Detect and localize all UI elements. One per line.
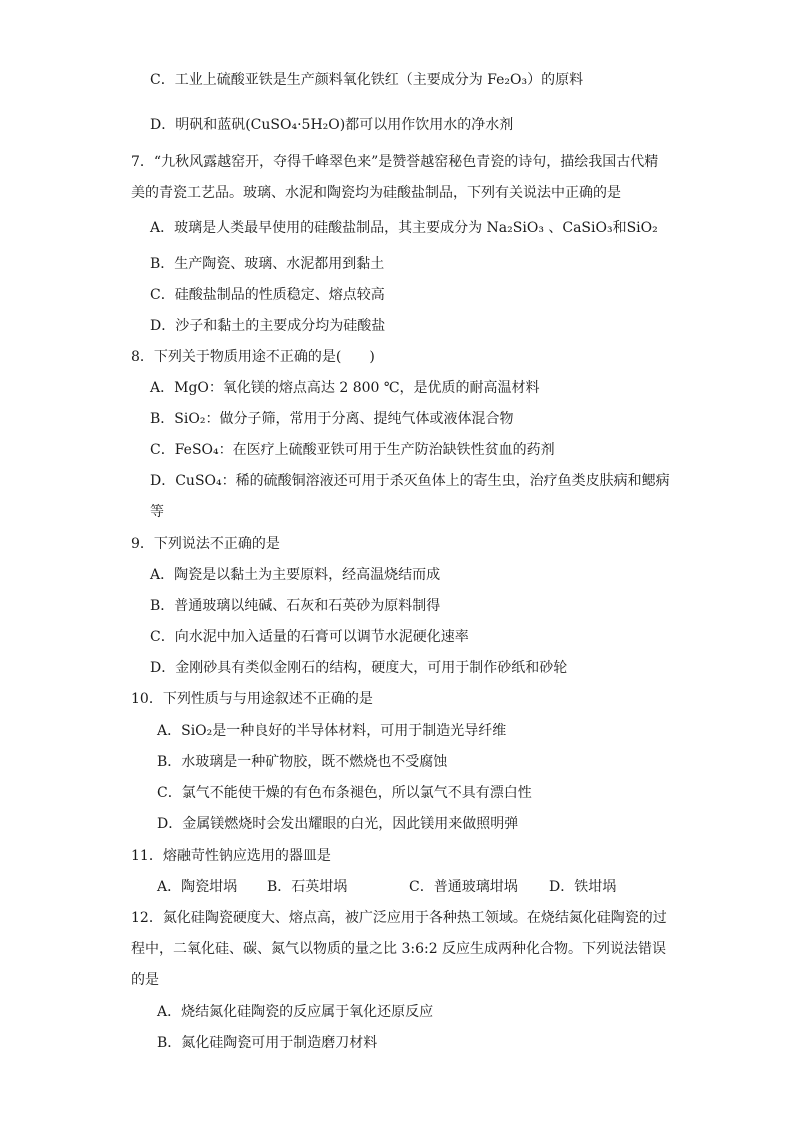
q11-option-d: D．铁坩埚 — [549, 879, 617, 895]
q9-option-d: D．金刚砂具有类似金刚石的结构，硬度大，可用于制作砂纸和砂轮 — [150, 660, 568, 676]
q11-option-a: A．陶瓷坩埚 — [157, 879, 238, 895]
q9-option-a: A．陶瓷是以黏土为主要原料，经高温烧结而成 — [150, 567, 441, 583]
q11-option-b: B．石英坩埚 — [267, 879, 348, 895]
q9-stem: 9．下列说法不正确的是 — [131, 536, 280, 552]
q12-stem-line-3: 的是 — [131, 972, 159, 988]
q8-option-d-line-2: 等 — [150, 504, 164, 520]
q6-option-d: D．明矾和蓝矾(CuSO₄·5H₂O)都可以用作饮用水的净水剂 — [150, 117, 514, 133]
q8-option-d-line-1: D．CuSO₄：稀的硫酸铜溶液还可用于杀灭鱼体上的寄生虫，治疗鱼类皮肤病和鳃病 — [150, 473, 670, 489]
q7-stem-line-1: 7．“九秋风露越窑开，夺得千峰翠色来”是赞誉越窑秘色青瓷的诗句，描绘我国古代精 — [131, 154, 659, 170]
q9-option-c: C．向水泥中加入适量的石膏可以调节水泥硬化速率 — [150, 629, 469, 645]
q12-option-b: B．氮化硅陶瓷可用于制造磨刀材料 — [157, 1035, 378, 1051]
q6-option-c: C．工业上硫酸亚铁是生产颜料氧化铁红（主要成分为 Fe₂O₃）的原料 — [150, 72, 584, 88]
q8-option-b: B．SiO₂：做分子筛，常用于分离、提纯气体或液体混合物 — [150, 411, 514, 427]
q7-option-d: D．沙子和黏土的主要成分均为硅酸盐 — [150, 318, 386, 334]
q7-option-c: C．硅酸盐制品的性质稳定、熔点较高 — [150, 287, 385, 303]
q7-option-a: A．玻璃是人类最早使用的硅酸盐制品，其主要成分为 Na₂SiO₃ 、CaSiO₃和SiO₂ — [150, 220, 658, 236]
q7-option-b: B．生产陶瓷、玻璃、水泥都用到黏土 — [150, 256, 385, 272]
q7-stem-line-2: 美的青瓷工艺品。玻璃、水泥和陶瓷均为硅酸盐制品，下列有关说法中正确的是 — [131, 185, 621, 201]
q12-option-a: A．烧结氮化硅陶瓷的反应属于氧化还原反应 — [157, 1004, 434, 1020]
q8-option-a: A．MgO：氧化镁的熔点高达 2 800 ℃，是优质的耐高温材料 — [150, 380, 540, 396]
q11-option-c: C．普通玻璃坩埚 — [409, 879, 518, 895]
q9-option-b: B．普通玻璃以纯碱、石灰和石英砂为原料制得 — [150, 598, 441, 614]
q11-stem: 11．熔融苛性钠应选用的器皿是 — [131, 848, 331, 864]
q8-option-c: C．FeSO₄：在医疗上硫酸亚铁可用于生产防治缺铁性贫血的药剂 — [150, 442, 555, 458]
q12-stem-line-2: 程中，二氧化硅、碳、氮气以物质的量之比 3:6:2 反应生成两种化合物。下列说法错误 — [131, 941, 667, 957]
q10-option-c: C．氯气不能使干燥的有色布条褪色，所以氯气不具有漂白性 — [157, 785, 532, 801]
q10-option-a: A．SiO₂是一种良好的半导体材料，可用于制造光导纤维 — [157, 723, 507, 739]
q10-stem: 10．下列性质与与用途叙述不正确的是 — [131, 691, 373, 707]
q12-stem-line-1: 12．氮化硅陶瓷硬度大、熔点高，被广泛应用于各种热工领域。在烧结氮化硅陶瓷的过 — [131, 910, 667, 926]
q10-option-d: D．金属镁燃烧时会发出耀眼的白光，因此镁用来做照明弹 — [157, 816, 519, 832]
q11-options — [157, 877, 616, 897]
q8-stem: 8．下列关于物质用途不正确的是( ) — [131, 349, 375, 365]
q10-option-b: B．水玻璃是一种矿物胶，既不燃烧也不受腐蚀 — [157, 754, 448, 770]
